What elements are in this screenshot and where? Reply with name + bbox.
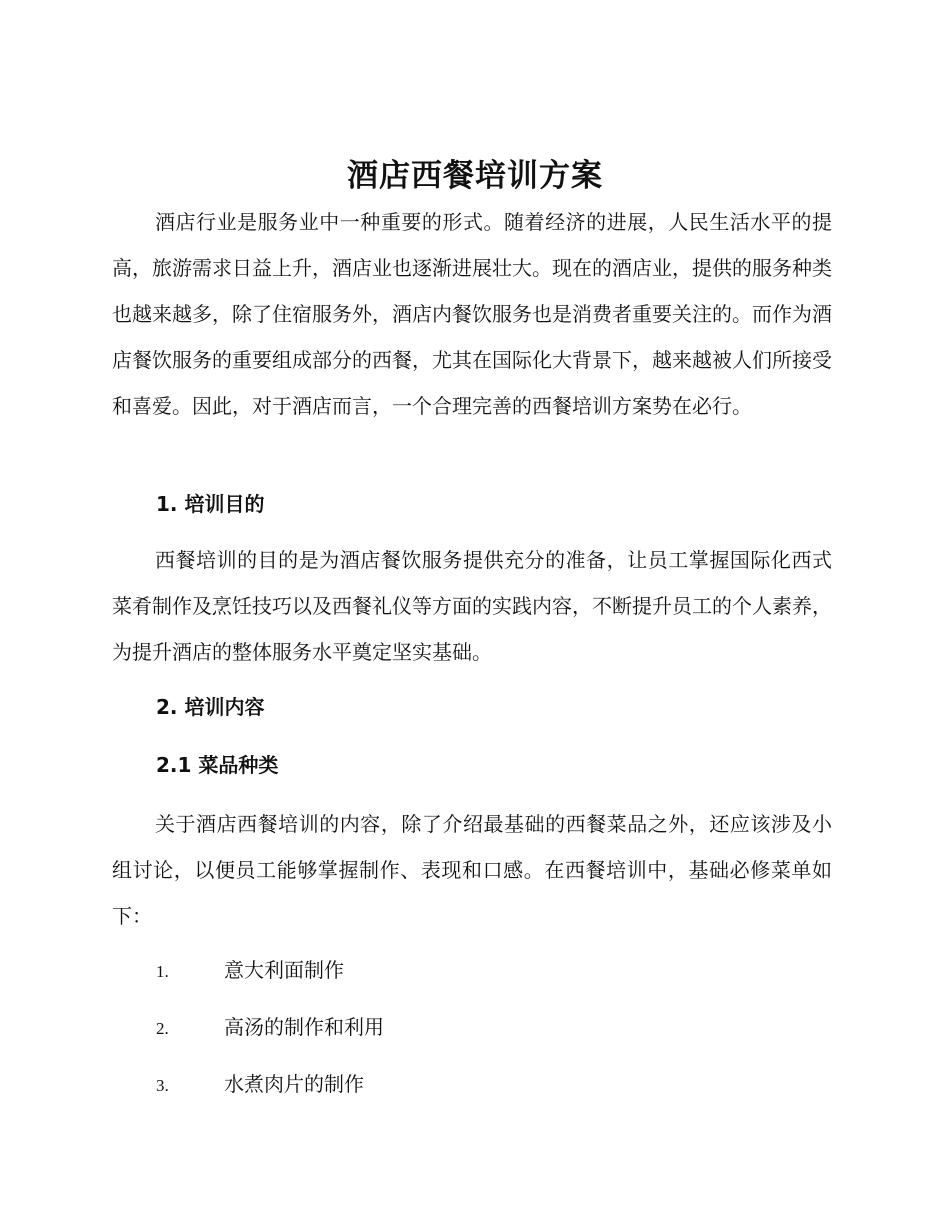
- section-1-paragraph: 西餐培训的目的是为酒店餐饮服务提供充分的准备，让员工掌握国际化西式菜肴制作及烹饪技巧以及西餐礼仪等方面的实践内容，不断提升员工的个人素养，为提升酒店的整体服务水平奠定坚实基础。: [112, 548, 832, 664]
- intro-paragraph: 酒店行业是服务业中一种重要的形式。随着经济的进展，人民生活水平的提高，旅游需求日益上升，酒店业也逐渐进展壮大。现在的酒店业，提供的服务种类也越来越多，除了住宿服务外，酒店内餐饮服务也是消费者重要关注的。而作为酒店餐饮服务的重要组成部分的西餐，尤其在国际化大背景下，越来越被人们所接受和喜爱。因此，对于酒店而言，一个合理完善的西餐培训方案势在必行。: [112, 210, 832, 418]
- section-2-heading: 2. 培训内容: [156, 695, 265, 719]
- list-item: [156, 1069, 364, 1099]
- list-item-number: 3.: [156, 1076, 169, 1095]
- section-2-1-heading: 2.1 菜品种类: [156, 753, 279, 777]
- list-item-text: 意大利面制作: [224, 958, 344, 982]
- list-item-number: 1.: [156, 962, 169, 981]
- list-item-text: 水煮肉片的制作: [224, 1072, 364, 1096]
- document-title: 酒店西餐培训方案: [347, 158, 603, 194]
- section-2-1-paragraph: 关于酒店西餐培训的内容，除了介绍最基础的西餐菜品之外，还应该涉及小组讨论，以便员工能够掌握制作、表现和口感。在西餐培训中，基础必修菜单如下：: [112, 812, 832, 928]
- list-item-text: 高汤的制作和利用: [224, 1015, 384, 1039]
- list-item-number: 2.: [156, 1019, 169, 1038]
- list-item: [156, 1012, 384, 1042]
- section-1-heading: 1. 培训目的: [156, 492, 265, 516]
- list-item: [156, 955, 344, 985]
